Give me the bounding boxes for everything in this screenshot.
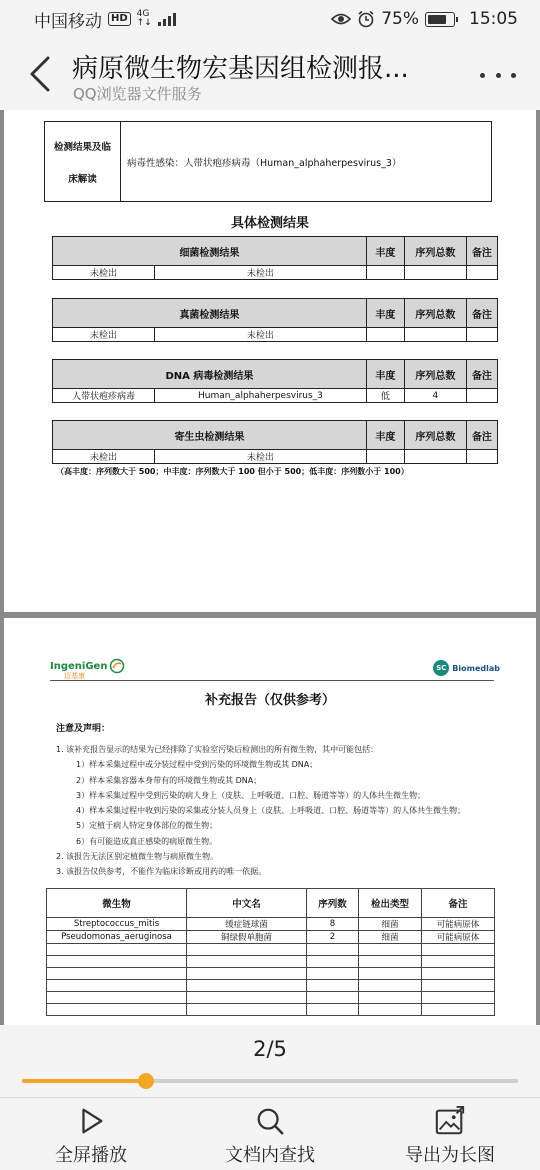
col-microbe: 微生物: [47, 889, 187, 918]
cell: [404, 266, 466, 280]
cell: 未检出: [53, 450, 155, 464]
more-dot-icon: [480, 73, 485, 78]
cell: [422, 1004, 495, 1016]
notice-subitem: 2）样本采集容器本身带有的环境微生物或其 DNA；: [76, 775, 262, 785]
cell: Streptococcus_mitis: [47, 918, 187, 931]
more-dot-icon: [511, 73, 516, 78]
cell: [366, 266, 404, 280]
col-note: 备注: [466, 237, 497, 266]
clinical-interpretation-box: [44, 121, 492, 202]
table-row: [47, 918, 495, 931]
fullscreen-play-button[interactable]: [16, 1105, 166, 1167]
cell: 8: [307, 918, 359, 931]
biomedlab-logo: [433, 660, 500, 676]
table-row: [47, 1004, 495, 1016]
find-in-document-label: 文档内查找: [225, 1145, 315, 1166]
search-icon: [253, 1105, 287, 1137]
cell: [47, 944, 187, 956]
parasite-table: [52, 420, 498, 464]
cell: [307, 1004, 359, 1016]
page-slider-progress: [22, 1079, 146, 1083]
notice-subitem: 3）样本采集过程中受到污染的病人身上（皮肤、上呼吸道、口腔、肠道等等）的人体共生微生物；: [76, 790, 426, 800]
cell: [47, 1004, 187, 1016]
cell: 人带状疱疹病毒: [53, 389, 155, 403]
table-row: [47, 944, 495, 956]
notice-list: [56, 742, 465, 880]
cell: [466, 389, 497, 403]
logo-left-subtext: 迈基康: [64, 672, 85, 680]
more-dot-icon: [496, 73, 501, 78]
fullscreen-play-label: 全屏播放: [55, 1145, 127, 1166]
cell: 细菌: [359, 931, 422, 944]
header-rule: [50, 680, 494, 681]
document-viewer[interactable]: [0, 110, 540, 1025]
table-row: [47, 980, 495, 992]
col-abundance: 丰度: [366, 360, 404, 389]
col-chinese-name: 中文名: [187, 889, 307, 918]
signal-icon: [158, 12, 176, 26]
col-seq-count: 序列数: [307, 889, 359, 918]
bottom-controls: [0, 1025, 540, 1170]
col-abundance: 丰度: [366, 237, 404, 266]
data-arrows-icon: ↑↓: [136, 18, 152, 28]
cell: [422, 956, 495, 968]
table-row: [53, 389, 498, 403]
clock: 15:05: [469, 9, 518, 29]
col-remark: 备注: [422, 889, 495, 918]
cell: 铜绿假单胞菌: [187, 931, 307, 944]
notice-subitem: 1）样本采集过程中或分装过程中受到污染的环境微生物或其 DNA；: [76, 760, 318, 770]
clinical-label: [45, 122, 121, 201]
status-bar: [0, 0, 540, 38]
cell: 未检出: [155, 328, 367, 342]
table-title: 真菌检测结果: [53, 299, 367, 328]
section-title: 具体检测结果: [230, 216, 309, 231]
cell: 缓症链球菌: [187, 918, 307, 931]
cell: 可能病原体: [422, 931, 495, 944]
cell: [359, 1004, 422, 1016]
export-long-image-button[interactable]: [375, 1105, 525, 1167]
find-in-document-button[interactable]: [195, 1105, 345, 1167]
app-header: [0, 38, 540, 110]
cell: [47, 992, 187, 1004]
cell: 未检出: [155, 266, 367, 280]
table-title: 寄生虫检测结果: [53, 421, 367, 450]
cell: 2: [307, 931, 359, 944]
eye-comfort-icon: [331, 12, 351, 26]
notice-heading: 注意及声明：: [56, 724, 111, 734]
export-image-icon: [433, 1105, 467, 1137]
cell: [359, 992, 422, 1004]
fungi-table: [52, 298, 498, 342]
cell: [187, 956, 307, 968]
cell: [466, 266, 497, 280]
clinical-value: 病毒性感染：人带状疱疹病毒（Human_alphaherpesvirus_3）: [127, 157, 402, 169]
notice-subitem: 5）定植于病人特定身体部位的微生物；: [76, 821, 218, 831]
cell: [187, 992, 307, 1004]
logo-right-text: Biomedlab: [452, 663, 500, 673]
page-slider[interactable]: [22, 1079, 518, 1083]
col-seq-total: 序列总数: [404, 299, 466, 328]
abundance-legend-note: （高丰度：序列数大于 500；中丰度：序列数大于 100 但小于 500；低丰度：序列数小于 100）: [56, 467, 409, 476]
table-row: [47, 968, 495, 980]
dna-virus-table: [52, 359, 498, 403]
cell: [366, 328, 404, 342]
clinical-label-line2: 床解读: [68, 173, 97, 185]
cell: [404, 328, 466, 342]
cell: [422, 992, 495, 1004]
table-row: [53, 450, 498, 464]
supplementary-table: [46, 888, 495, 1016]
col-seq-total: 序列总数: [404, 360, 466, 389]
notice-subitem: 6）有可能造成真正感染的病原微生物。: [76, 836, 218, 846]
col-seq-total: 序列总数: [404, 237, 466, 266]
col-detect-type: 检出类型: [359, 889, 422, 918]
cell: [307, 956, 359, 968]
cell: [307, 992, 359, 1004]
table-row: [47, 931, 495, 944]
more-menu-button[interactable]: [476, 60, 520, 90]
ingenigen-logo: [50, 658, 125, 680]
table-row: [47, 992, 495, 1004]
notice-item: 1. 该补充报告显示的结果为已经排除了实验室污染后检测出的所有微生物，其中可能包括：: [56, 745, 379, 754]
cell: [47, 968, 187, 980]
cell: [359, 944, 422, 956]
status-left: [34, 7, 176, 32]
table-header-row: [47, 889, 495, 918]
cell: 未检出: [155, 450, 367, 464]
carrier-label: 中国移动: [34, 11, 102, 32]
cell: [404, 450, 466, 464]
cell: [359, 968, 422, 980]
notice-item: 2. 该报告无法区别定植微生物与病原微生物。: [56, 852, 219, 862]
page-indicator: 2/5: [253, 1037, 287, 1061]
cell: [307, 944, 359, 956]
leaf-logo-icon: [109, 658, 125, 674]
document-source: QQ浏览器文件服务: [73, 85, 202, 103]
cell: [359, 956, 422, 968]
col-note: 备注: [466, 299, 497, 328]
cell: [466, 450, 497, 464]
battery-icon: [425, 12, 455, 27]
cell: 未检出: [53, 266, 155, 280]
cell: [307, 980, 359, 992]
bacteria-table: [52, 236, 498, 280]
cell: [359, 980, 422, 992]
cell: [466, 328, 497, 342]
alarm-icon: [357, 10, 375, 28]
cell: 细菌: [359, 918, 422, 931]
battery-percent: 75%: [381, 9, 419, 29]
table-title: 细菌检测结果: [53, 237, 367, 266]
page-slider-handle[interactable]: [138, 1073, 154, 1089]
network-type: [137, 10, 152, 28]
cell: [187, 968, 307, 980]
table-title: DNA 病毒检测结果: [53, 360, 367, 389]
logo-left-text: IngeniGen: [50, 660, 108, 672]
network-label: 4G: [136, 9, 150, 19]
cell: [422, 980, 495, 992]
status-right: [331, 9, 518, 29]
supplementary-title: 补充报告（仅供参考）: [204, 693, 335, 708]
cell: 4: [404, 389, 466, 403]
cell: [422, 944, 495, 956]
document-page-2: [4, 618, 536, 1025]
cell: Human_alphaherpesvirus_3: [155, 389, 367, 403]
table-row: [53, 328, 498, 342]
cell: [187, 944, 307, 956]
cell: [307, 968, 359, 980]
cell: [366, 450, 404, 464]
notice-item: 3. 该报告仅供参考，不能作为临床诊断或用药的唯一依据。: [56, 867, 267, 877]
biomedlab-mark-icon: SC: [433, 660, 449, 676]
back-button[interactable]: [22, 52, 58, 96]
clinical-label-line1: 检测结果及临: [53, 141, 111, 153]
document-title: 病原微生物宏基因组检测报...: [72, 54, 409, 84]
divider: [0, 1097, 540, 1098]
cell: 低: [366, 389, 404, 403]
export-long-image-label: 导出为长图: [405, 1145, 495, 1166]
cell: Pseudomonas_aeruginosa: [47, 931, 187, 944]
cell: [422, 968, 495, 980]
cell: [187, 1004, 307, 1016]
table-row: [53, 266, 498, 280]
col-abundance: 丰度: [366, 421, 404, 450]
hd-badge: HD: [108, 12, 131, 26]
col-note: 备注: [466, 421, 497, 450]
cell: [47, 980, 187, 992]
play-icon: [74, 1105, 108, 1137]
col-note: 备注: [466, 360, 497, 389]
table-row: [47, 956, 495, 968]
cell: [187, 980, 307, 992]
document-page-1: [4, 110, 536, 612]
cell: 未检出: [53, 328, 155, 342]
notice-subitem: 4）样本采集过程中收到污染的采集或分装人员身上（皮肤、上呼吸道、口腔、肠道等等）的人体共生微生物；: [76, 806, 466, 816]
cell: 可能病原体: [422, 918, 495, 931]
col-seq-total: 序列总数: [404, 421, 466, 450]
cell: [47, 956, 187, 968]
back-arrow-icon: [29, 56, 51, 92]
col-abundance: 丰度: [366, 299, 404, 328]
